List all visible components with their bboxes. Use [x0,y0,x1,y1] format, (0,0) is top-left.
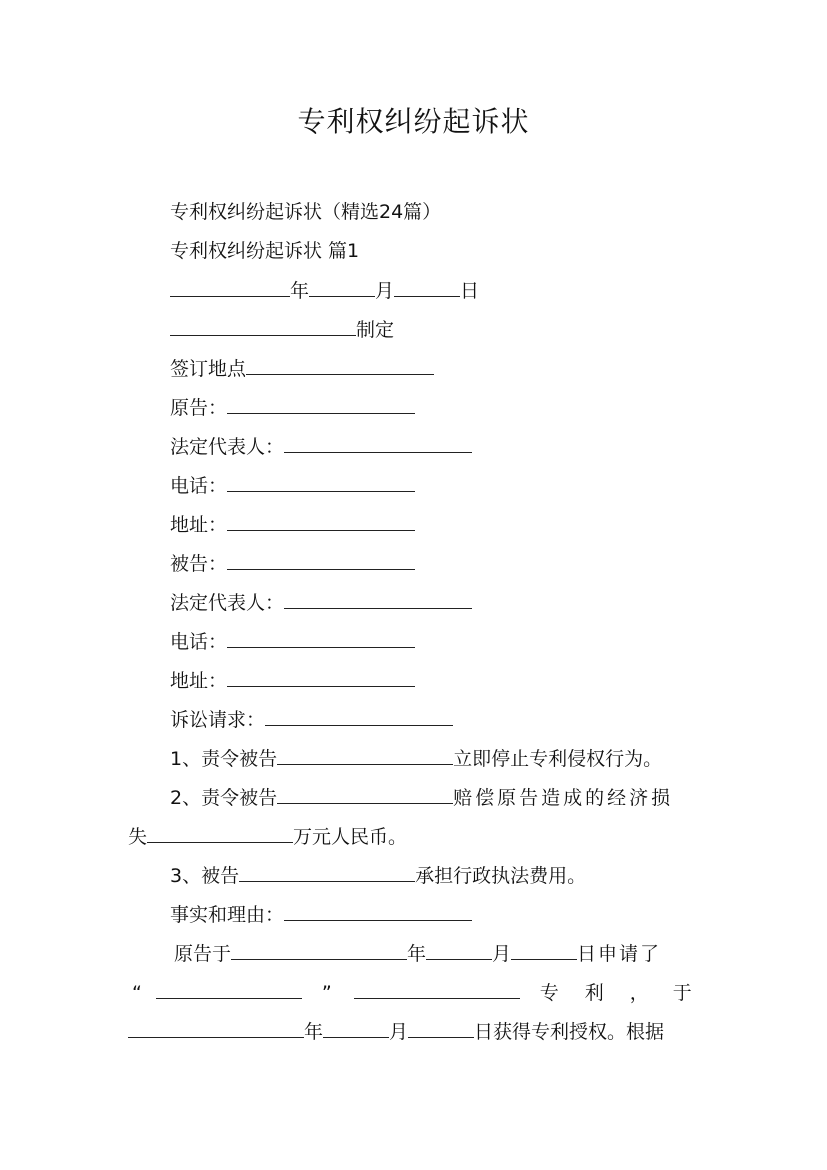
right-quote: ” [321,982,332,1004]
blank-field [227,666,415,687]
blank-field [128,1017,304,1038]
claim-1-start: 1、责令被告 [170,748,278,770]
blank-field [323,1017,389,1038]
blank-field [394,276,460,297]
blank-field [231,939,407,960]
text-line [170,510,415,538]
claim-3-end: 承担行政执法费用。 [415,865,587,887]
blank-field [227,510,415,531]
text-line [170,588,472,616]
text-line [170,198,441,226]
year-label: 年 [304,1021,324,1043]
facts-text-start: 原告于 [174,943,232,965]
blank-field [246,354,434,375]
subtitle: 专利权纠纷起诉状（精选24篇） [170,201,442,223]
claim-2-amount-unit: 万元人民币。 [293,826,408,848]
facts-text-end: 日申请了 [577,943,662,965]
text-line [170,744,662,772]
blank-field [227,627,415,648]
blank-field [147,822,293,843]
claim-2-end: 赔偿原告造成的经济损 [453,787,674,809]
text-line [128,822,407,850]
blank-field [408,1017,474,1038]
day-label: 日 [460,280,480,302]
blank-field [284,900,472,921]
blank-field [511,939,577,960]
text-line [170,432,472,460]
address-label: 地址： [170,514,228,536]
blank-field [227,549,415,570]
patent-char-2: 利 [584,982,604,1004]
document-title: 专利权纠纷起诉状 [297,105,530,138]
blank-field [309,276,375,297]
phone-label: 电话： [170,631,228,653]
legal-rep-label: 法定代表人： [170,436,285,458]
blank-field [156,978,302,999]
signing-place-label: 签订地点 [170,358,247,380]
blank-field [265,705,453,726]
text-line [170,783,673,811]
patent-char-1: 专 [539,982,559,1004]
text-line [170,861,586,889]
month-label: 月 [375,280,395,302]
text-line [170,549,415,577]
month-label: 月 [492,943,512,965]
plaintiff-label: 原告： [170,397,228,419]
at-char: 于 [672,982,692,1004]
facts-label: 事实和理由： [170,904,285,926]
comma: ， [629,982,649,1004]
address-label: 地址： [170,670,228,692]
blank-field [239,861,415,882]
blank-field [277,783,453,804]
year-label: 年 [290,280,310,302]
blank-field [354,978,520,999]
blank-field [227,471,415,492]
claim-2-cont: 失 [128,826,148,848]
left-quote: “ [132,982,142,1004]
text-line [170,315,394,343]
date-line [170,276,479,304]
phone-label: 电话： [170,475,228,497]
text-line [170,666,415,694]
grant-text: 日获得专利授权。根据 [474,1021,665,1043]
claims-label: 诉讼请求： [170,709,266,731]
legal-rep-label: 法定代表人： [170,592,285,614]
text-line [170,705,453,733]
text-line [170,354,434,382]
text-line [174,939,661,967]
defendant-label: 被告： [170,553,228,575]
blank-field [426,939,492,960]
text-line [128,1017,664,1045]
blank-field [284,588,472,609]
blank-field [277,744,453,765]
blank-field [227,393,415,414]
year-label: 年 [407,943,427,965]
claim-3-start: 3、被告 [170,865,240,887]
claim-2-start: 2、责令被告 [170,787,278,809]
blank-field [284,432,472,453]
text-line [170,627,415,655]
text-line [170,471,415,499]
blank-field [170,276,290,297]
text-line [170,900,472,928]
text-line [132,978,692,1006]
month-label: 月 [389,1021,409,1043]
section-heading: 专利权纠纷起诉状 篇1 [170,240,360,262]
text-line [170,393,415,421]
blank-field [170,315,356,336]
made-label: 制定 [356,319,395,341]
claim-1-end: 立即停止专利侵权行为。 [453,748,663,770]
text-line [170,237,359,265]
